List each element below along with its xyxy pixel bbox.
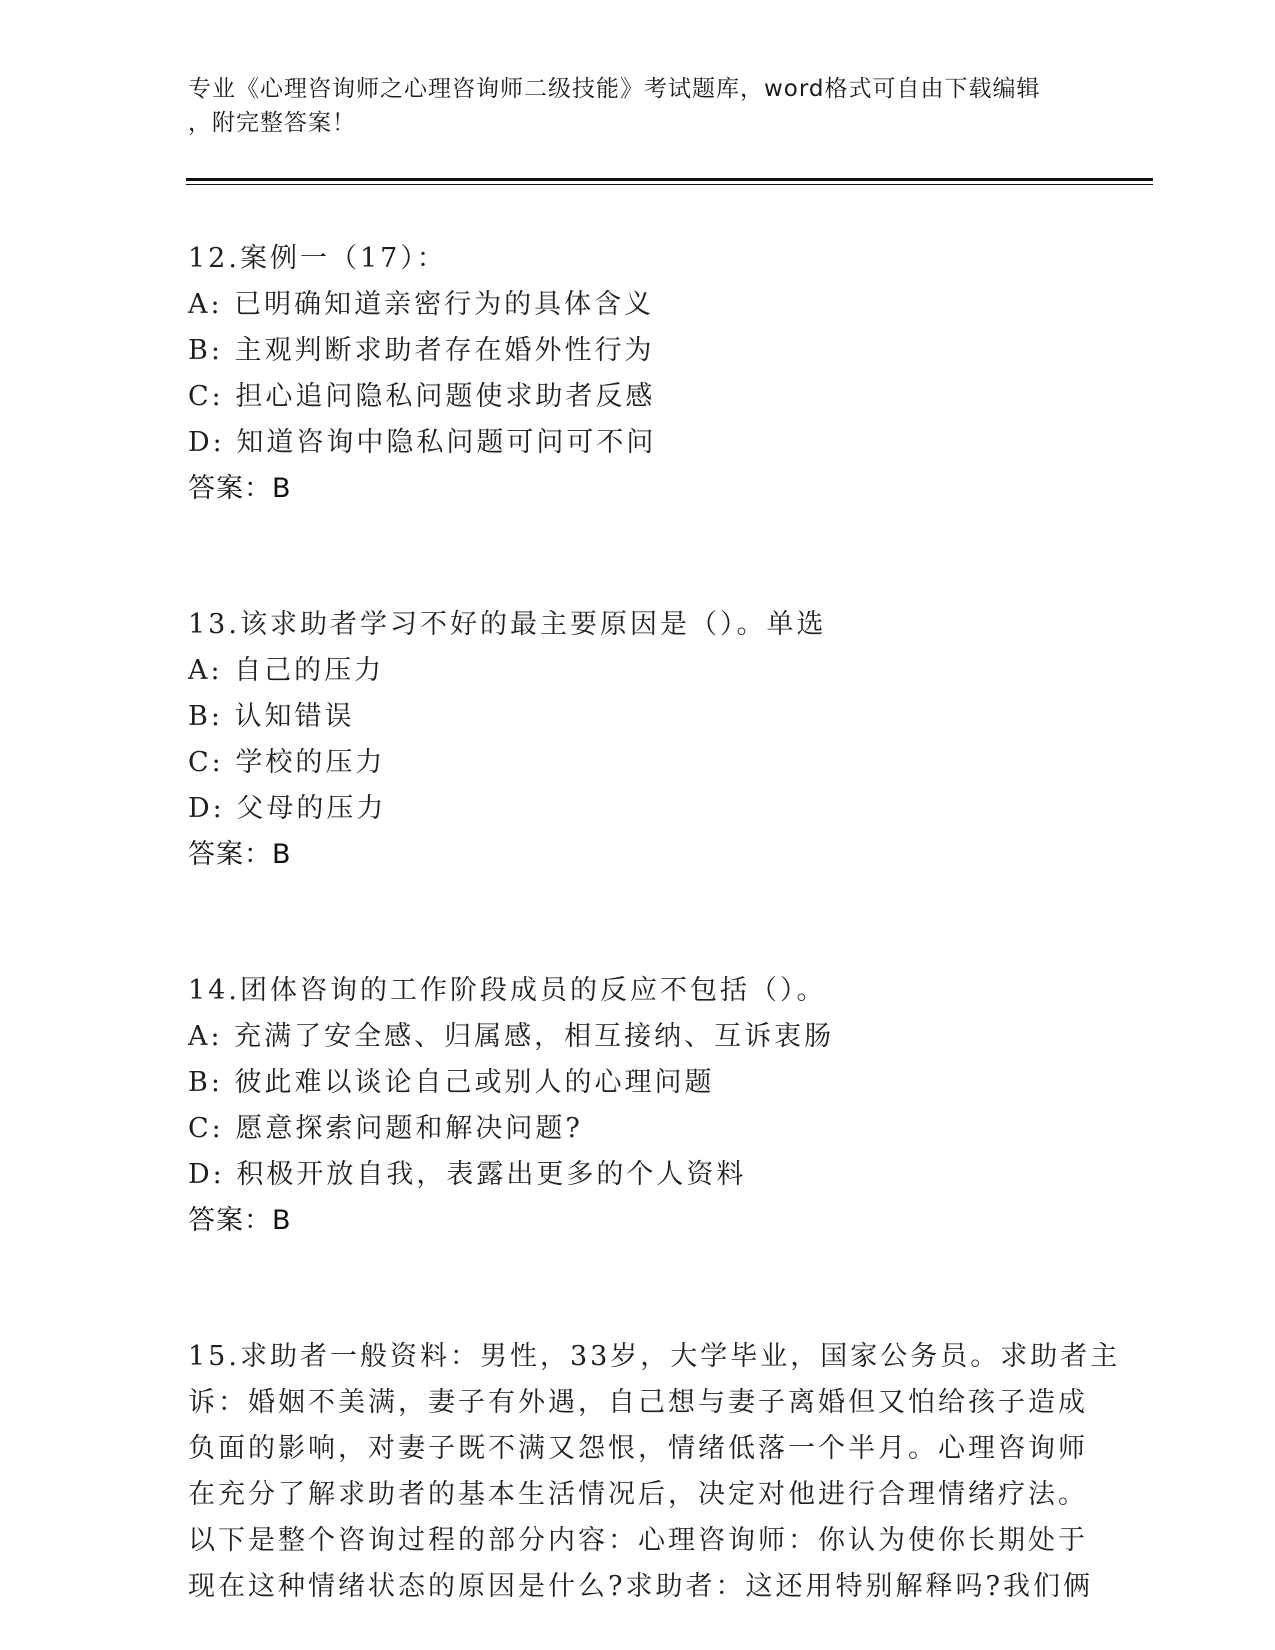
option-b: B: 主观判断求助者存在婚外性行为 (188, 335, 655, 366)
question-15-line: 负面的影响，对妻子既不满又怨恨，情绪低落一个半月。心理咨询师 (188, 1433, 1088, 1464)
header-divider-thin (186, 184, 1153, 185)
option-a: A: 充满了安全感、归属感，相互接纳、互诉衷肠 (188, 1021, 835, 1052)
option-a: A: 自己的压力 (188, 655, 385, 686)
option-a: A: 已明确知道亲密行为的具体含义 (188, 289, 655, 320)
question-list (188, 236, 1121, 1610)
option-d: D: 知道咨询中隐私问题可问可不问 (188, 427, 657, 458)
question-13 (188, 602, 1088, 878)
answer: 答案：B (188, 473, 292, 504)
option-c: C: 学校的压力 (188, 747, 386, 778)
question-spacer (188, 512, 1088, 602)
option-c: C: 担心追问隐私问题使求助者反感 (188, 381, 656, 412)
header-line-1: 专业《心理咨询师之心理咨询师二级技能》考试题库，word格式可自由下载编辑 (188, 76, 1041, 102)
question-14 (188, 968, 1088, 1244)
question-15-line: 15.求助者一般资料：男性，33岁，大学毕业，国家公务员。求助者主 (188, 1341, 1121, 1372)
document-header (188, 72, 1068, 140)
question-spacer (188, 878, 1088, 968)
option-b: B: 彼此难以谈论自己或别人的心理问题 (188, 1067, 715, 1098)
question-15-line: 诉：婚姻不美满，妻子有外遇，自己想与妻子离婚但又怕给孩子造成 (188, 1387, 1088, 1418)
option-d: D: 积极开放自我，表露出更多的个人资料 (188, 1159, 747, 1190)
option-c: C: 愿意探索问题和解决问题? (188, 1113, 583, 1144)
question-15-line: 以下是整个咨询过程的部分内容：心理咨询师：你认为使你长期处于 (188, 1525, 1088, 1556)
header-line-2: ，附完整答案！ (188, 110, 356, 136)
question-15 (188, 1334, 1121, 1610)
option-b: B: 认知错误 (188, 701, 355, 732)
option-d: D: 父母的压力 (188, 793, 387, 824)
question-title: 13.该求助者学习不好的最主要原因是（）。单选 (188, 609, 827, 640)
question-title: 12.案例一（17）： (188, 243, 447, 274)
answer: 答案：B (188, 839, 292, 870)
question-15-line: 在充分了解求助者的基本生活情况后，决定对他进行合理情绪疗法。 (188, 1479, 1088, 1510)
question-spacer (188, 1244, 1088, 1334)
question-12 (188, 236, 1088, 512)
question-title: 14.团体咨询的工作阶段成员的反应不包括（）。 (188, 975, 827, 1006)
answer: 答案：B (188, 1205, 292, 1236)
question-15-line: 现在这种情绪状态的原因是什么?求助者：这还用特别解释吗?我们俩 (188, 1571, 1093, 1602)
header-divider-thick (186, 178, 1153, 181)
